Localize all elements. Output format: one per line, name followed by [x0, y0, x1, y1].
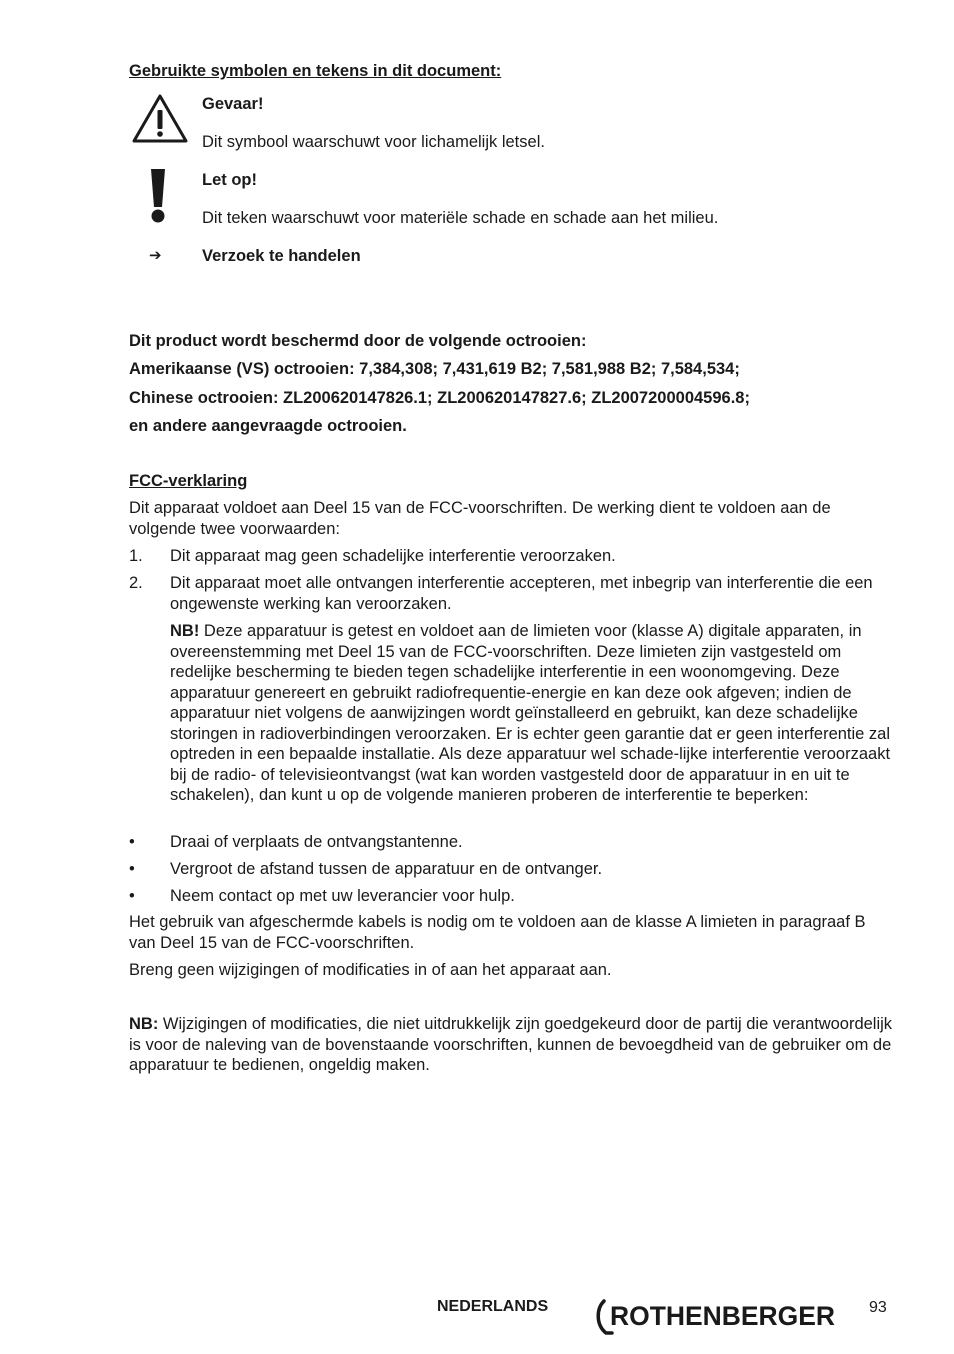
warning-triangle-icon — [131, 93, 189, 145]
note-label: NB! — [170, 622, 200, 640]
bullet-item — [129, 859, 894, 880]
patents-line-1: Dit product wordt beschermd door de volgende octrooien: — [129, 332, 587, 350]
caution-title: Let op! — [202, 171, 257, 189]
bullet-text: Vergroot de afstand tussen de apparatuur en de ontvanger. — [170, 860, 603, 878]
bullet-item — [129, 832, 894, 853]
danger-text: Dit symbool waarschuwt voor lichamelijk letsel. — [202, 133, 545, 151]
fcc-intro: Dit apparaat voldoet aan Deel 15 van de FCC-voorschriften. De werking dient te voldoen aan de volgende twee voorwaarden: — [129, 499, 831, 538]
note-text: Deze apparatuur is getest en voldoet aan de limieten voor (klasse A) digitale apparaten, in overeenstemming met Deel 15 van de FCC-voorschriften. Deze limieten zijn vastgesteld om redelijke bescherming te bieden tegen schadelijke interferentie in een woonomgeving. Deze apparatuur genereert en gebruikt radiofrequentie-energie en kan deze ook afgeven; indien de apparatuur niet volgens de aanwijzingen wordt geïnstalleerd en gebruikt, kan deze schadelijke storingen in radioverbindingen veroorzaken. Er is echter geen garantie dat er geen interferentie zal optreden in een bepaalde installatie. Als deze apparatuur wel schade-lijke interferentie veroorzaakt bij de radio- of televisieontvangst (wat kan worden vastgesteld door de apparatuur in en uit te schakelen), dan kunt u op de volgende manieren proberen de interferentie te beperken: — [170, 622, 891, 804]
bullet-text: Neem contact op met uw leverancier voor hulp. — [170, 887, 515, 905]
list-number: 2. — [129, 574, 143, 592]
fcc-no-modifications: Breng geen wijzigingen of modificaties in of aan het apparaat aan. — [129, 961, 612, 979]
bullet-icon: • — [129, 887, 135, 905]
patents-line-3: Chinese octrooien: ZL200620147826.1; ZL200620147827.6; ZL2007200004596.8; — [129, 389, 750, 407]
arrow-right-icon: ➔ — [149, 246, 162, 264]
action-title: Verzoek te handelen — [202, 247, 361, 265]
danger-title: Gevaar! — [202, 95, 264, 113]
bullet-icon: • — [129, 833, 135, 851]
exclamation-icon — [145, 167, 171, 225]
list-item — [129, 546, 894, 567]
page-number: 93 — [869, 1299, 887, 1316]
final-note-text: Wijzigingen of modificaties, die niet uitdrukkelijk zijn goedgekeurd door de partij die verantwoordelijk is voor de naleving van de bovenstaande voorschriften, kunnen de bevoegdheid van de gebruiker om de apparatuur te bedienen, ongeldig maken. — [129, 1015, 893, 1074]
patents-line-2: Amerikaanse (VS) octrooien: 7,384,308; 7,431,619 B2; 7,581,988 B2; 7,584,534; — [129, 360, 740, 378]
patents-line-4: en andere aangevraagde octrooien. — [129, 417, 407, 435]
list-number: 1. — [129, 547, 143, 565]
caution-text: Dit teken waarschuwt voor materiële schade en schade aan het milieu. — [202, 209, 719, 227]
list-item-text: Dit apparaat moet alle ontvangen interferentie accepteren, met inbegrip van interferentie die een ongewenste werking kan veroorzaken. — [170, 574, 873, 613]
bullet-text: Draai of verplaats de ontvangstantenne. — [170, 833, 463, 851]
brand-name: ROTHENBERGER — [610, 1301, 835, 1331]
bullet-item — [129, 886, 894, 907]
final-note — [129, 1014, 894, 1076]
final-note-label: NB: — [129, 1015, 159, 1033]
rothenberger-logo — [592, 1297, 842, 1337]
fcc-shielded: Het gebruik van afgeschermde kabels is nodig om te voldoen aan de klasse A limieten in paragraaf B van Deel 15 van de FCC-voorschriften. — [129, 913, 866, 952]
list-item — [129, 573, 894, 614]
symbols-heading: Gebruikte symbolen en tekens in dit document: — [129, 62, 502, 80]
footer-language: NEDERLANDS — [437, 1298, 549, 1315]
fcc-note — [170, 621, 894, 806]
list-item-text: Dit apparaat mag geen schadelijke interferentie veroorzaken. — [170, 547, 616, 565]
fcc-heading: FCC-verklaring — [129, 472, 248, 490]
bullet-icon: • — [129, 860, 135, 878]
